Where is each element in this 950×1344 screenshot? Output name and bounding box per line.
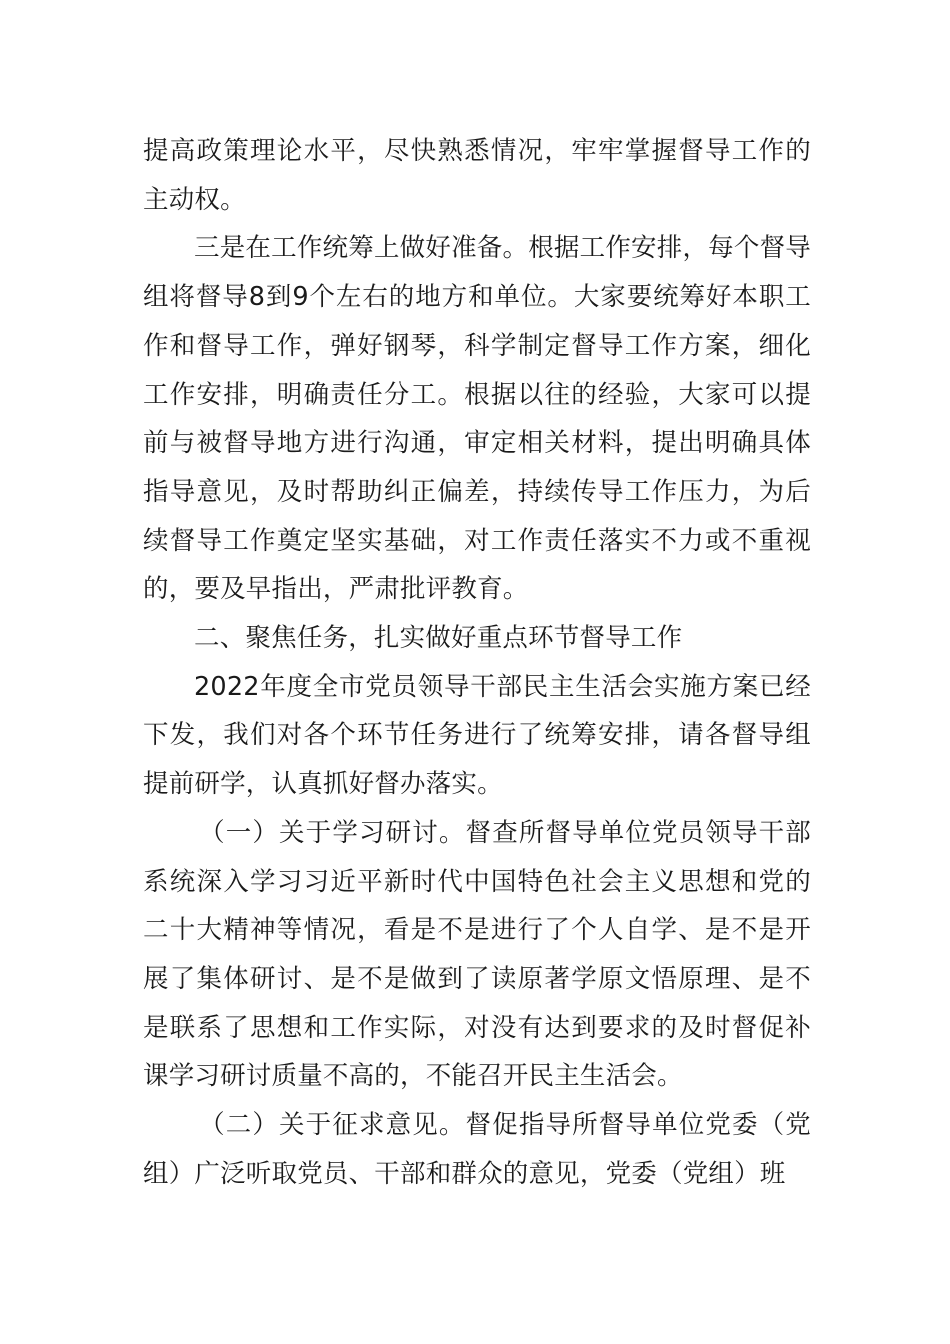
- paragraph-1: 提高政策理论水平，尽快熟悉情况，牢牢掌握督导工作的主动权。: [143, 136, 811, 215]
- paragraph-4: （一）关于学习研讨。督查所督导单位党员领导干部系统深入学习习近平新时代中国特色社会主义思想和党的二十大精神等情况，看是不是进行了个人自学、是不是开展了集体研讨、是不是做到了读原著学原文悟原理、是不是联系了思想和工作实际，对没有达到要求的及时督促补课学习研讨质量不高的，不能召开民主生活会。: [143, 817, 811, 1092]
- section-heading-2: 二、聚焦任务，扎实做好重点环节督导工作: [194, 623, 683, 654]
- paragraph-2: 三是在工作统筹上做好准备。根据工作安排，每个督导组将督导8到9个左右的地方和单位。大家要统筹好本职工作和督导工作，弹好钢琴，科学制定督导工作方案，细化工作安排，明确责任分工。根据以往的经验，大家可以提前与被督导地方进行沟通，审定相关材料，提出明确具体指导意见，及时帮助纠正偏差，持续传导工作压力，为后续督导工作奠定坚实基础，对工作责任落实不力或不重视的，要及早指出，严肃批评教育。: [143, 233, 811, 605]
- paragraph-5: （二）关于征求意见。督促指导所督导单位党委（党组）广泛听取党员、干部和群众的意见，党委（党组）班: [143, 1110, 811, 1189]
- paragraph-3: 2022年度全市党员领导干部民主生活会实施方案已经下发，我们对各个环节任务进行了统筹安排，请各督导组提前研学，认真抓好督办落实。: [143, 671, 811, 800]
- document-body: [143, 127, 811, 1198]
